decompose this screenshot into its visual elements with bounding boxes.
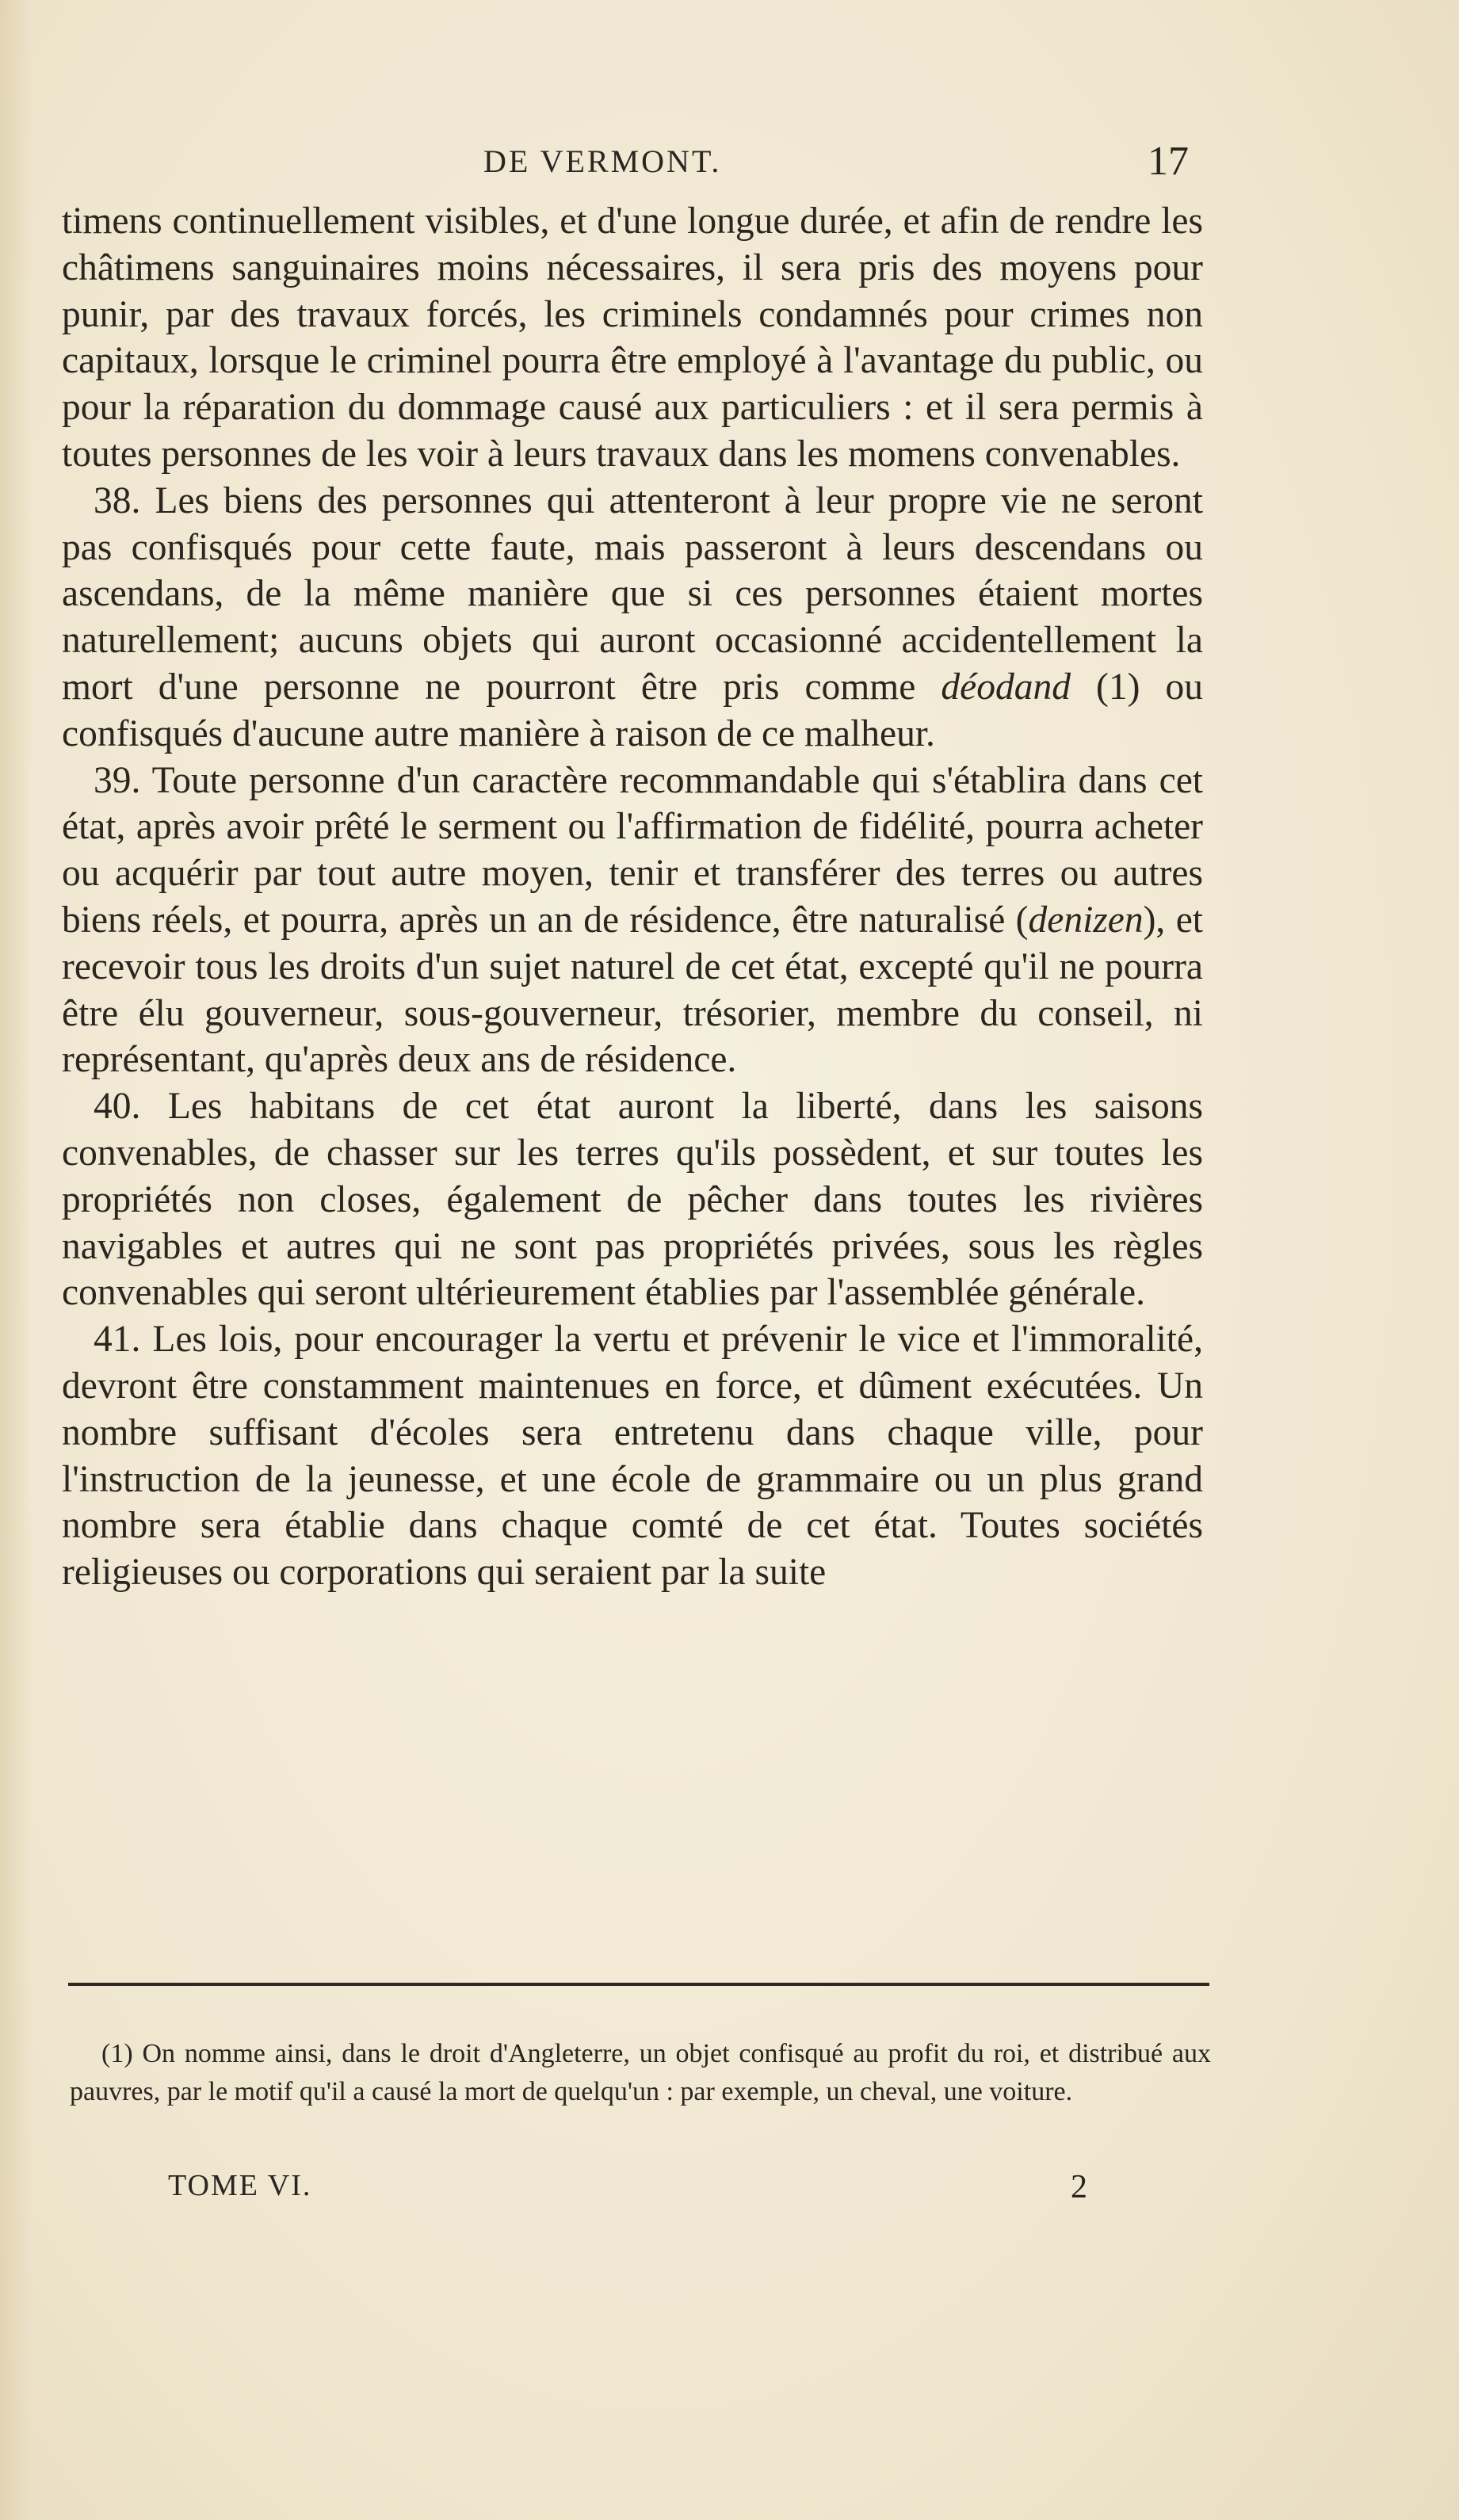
page-gutter-shadow [0, 0, 32, 2520]
article-39-text-b: ), et recevoir tous les droits d'un sujet naturel de cet état, excepté qu'il ne pourra être élu gouverneur, sous-gouverneur, trésorier, membre du conseil, ni représentant, qu'après deux ans de résidence. [62, 899, 1203, 1081]
volume-signature: TOME VI. [168, 2169, 312, 2202]
signature-line [168, 2168, 1087, 2208]
paragraph-continuation: timens continuellement visibles, et d'une longue durée, et afin de rendre les châtimens sanguinaires moins nécessaires, il sera pris des moyens pour punir, par des travaux forcés, les criminels condamnés pour crimes non capitaux, lorsque le criminel pourra être employé à l'avantage du public, ou pour la réparation du dommage causé aux particuliers : et il sera permis à toutes personnes de les voir à leurs travaux dans les momens convenables. [62, 200, 1203, 475]
article-39 [62, 758, 1203, 1084]
running-head [63, 139, 1189, 190]
body-text [62, 198, 1203, 1596]
article-38-text-b: (1) ou confisqués d'aucune autre manière à raison de ce malheur. [62, 666, 1203, 754]
article-39-text-a: 39. Toute personne d'un caractère recommandable qui s'établira dans cet état, après avoir prêté le serment ou l'affirmation de fidélité, pourra acheter ou acquérir par tout autre moyen, tenir et transférer des terres ou autres biens réels, et pourra, après un an de résidence, être naturalisé ( [62, 759, 1203, 941]
footnote-text: (1) On nomme ainsi, dans le droit d'Angleterre, un objet confisqué au profit du roi, et distribué aux pauvres, par le motif qu'il a causé la mort de quelqu'un : par exemple, un cheval, une voiture. [70, 2039, 1211, 2106]
article-39-italic-term: denizen [1028, 899, 1144, 941]
article-41: 41. Les lois, pour encourager la vertu et prévenir le vice et l'immoralité, devront être constamment maintenues en force, et dûment exécutées. Un nombre suffisant d'écoles sera entretenu dans chaque ville, pour l'instruction de la jeunesse, et une école de grammaire ou un plus grand nombre sera établie dans chaque comté de cet état. Toutes sociétés religieuses ou corporations qui seraient par la suite [62, 1319, 1203, 1594]
article-40: 40. Les habitans de cet état auront la liberté, dans les saisons convenables, de chasser sur les terres qu'ils possèdent, et sur toutes les propriétés non closes, également de pêcher dans toutes les rivières navigables et autres qui ne sont pas propriétés privées, sous les règles convenables qui seront ultérieurement établies par l'assemblée générale. [62, 1086, 1203, 1314]
article-38 [62, 478, 1203, 758]
footnote-rule [68, 1983, 1209, 1986]
page-number: 17 [1148, 139, 1189, 184]
footnote [70, 2035, 1211, 2111]
gathering-number: 2 [1071, 2169, 1087, 2205]
article-38-text-a: 38. Les biens des personnes qui attenteront à leur propre vie ne seront pas confisqués pour cette faute, mais passeront à leurs descendans ou ascendans, de la même manière que si ces personnes étaient mortes naturellement; aucuns objets qui auront occasionné accidentellement la mort d'une personne ne pourront être pris comme [62, 479, 1203, 708]
article-38-italic-term: déodand [941, 666, 1071, 708]
running-title: DE VERMONT. [483, 143, 722, 179]
